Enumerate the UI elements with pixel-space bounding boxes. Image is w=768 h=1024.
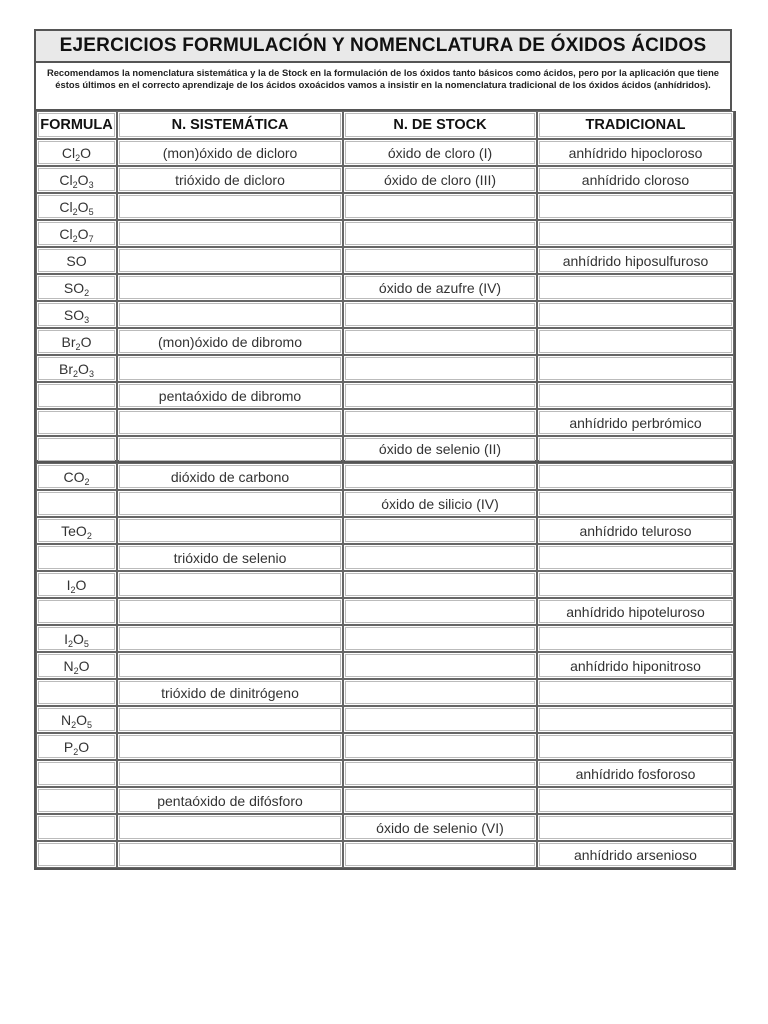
cell-stock <box>343 787 537 814</box>
table-row <box>36 463 734 490</box>
table-body <box>36 139 734 868</box>
cell-tradicional <box>537 544 734 571</box>
cell-sistematica <box>117 436 343 463</box>
header-formula: FORMULA <box>36 111 117 139</box>
cell-formula <box>36 598 117 625</box>
cell-formula: $I_2O_5$ <box>36 625 117 652</box>
table-row <box>36 382 734 409</box>
cell-formula: $Br_2O_3$ <box>36 355 117 382</box>
cell-stock: óxido de silicio (IV) <box>343 490 537 517</box>
cell-tradicional: anhídrido teluroso <box>537 517 734 544</box>
cell-formula <box>36 841 117 868</box>
cell-formula <box>36 382 117 409</box>
table-row <box>36 841 734 868</box>
cell-stock: óxido de selenio (II) <box>343 436 537 463</box>
cell-formula <box>36 490 117 517</box>
cell-formula: $Cl_2O_3$ <box>36 166 117 193</box>
table-row <box>36 598 734 625</box>
cell-formula: TeO$_2$ <box>36 517 117 544</box>
cell-sistematica: dióxido de carbono <box>117 463 343 490</box>
cell-sistematica <box>117 841 343 868</box>
cell-tradicional <box>537 706 734 733</box>
cell-sistematica <box>117 247 343 274</box>
cell-tradicional <box>537 814 734 841</box>
table-row <box>36 166 734 193</box>
cell-sistematica <box>117 220 343 247</box>
cell-tradicional <box>537 733 734 760</box>
cell-stock <box>343 301 537 328</box>
header-tradicional: TRADICIONAL <box>537 111 734 139</box>
cell-stock <box>343 355 537 382</box>
cell-formula: $CO_2$ <box>36 463 117 490</box>
cell-tradicional <box>537 679 734 706</box>
table-row <box>36 220 734 247</box>
cell-stock <box>343 463 537 490</box>
cell-sistematica <box>117 355 343 382</box>
cell-tradicional: anhídrido hipoteluroso <box>537 598 734 625</box>
page-title: EJERCICIOS FORMULACIÓN Y NOMENCLATURA DE ÓXIDOS ÁCIDOS <box>59 35 707 56</box>
cell-stock <box>343 760 537 787</box>
cell-stock <box>343 652 537 679</box>
cell-formula <box>36 679 117 706</box>
cell-sistematica <box>117 598 343 625</box>
cell-tradicional <box>537 274 734 301</box>
cell-tradicional <box>537 355 734 382</box>
cell-sistematica <box>117 652 343 679</box>
table-row <box>36 814 734 841</box>
cell-stock <box>343 220 537 247</box>
cell-formula: $P_2O$ <box>36 733 117 760</box>
table-row <box>36 247 734 274</box>
cell-tradicional <box>537 625 734 652</box>
table-row <box>36 679 734 706</box>
header-stock: N. DE STOCK <box>343 111 537 139</box>
cell-stock <box>343 598 537 625</box>
cell-tradicional <box>537 382 734 409</box>
cell-stock <box>343 841 537 868</box>
cell-stock <box>343 517 537 544</box>
cell-formula: $Cl_2O_5$ <box>36 193 117 220</box>
cell-tradicional <box>537 490 734 517</box>
cell-tradicional <box>537 220 734 247</box>
worksheet <box>34 29 732 870</box>
cell-tradicional: anhídrido hiposulfuroso <box>537 247 734 274</box>
cell-stock <box>343 733 537 760</box>
cell-tradicional: anhídrido cloroso <box>537 166 734 193</box>
oxides-table <box>34 111 736 870</box>
cell-formula <box>36 814 117 841</box>
cell-tradicional <box>537 193 734 220</box>
cell-formula <box>36 436 117 463</box>
cell-formula: $Br_2O$ <box>36 328 117 355</box>
cell-formula <box>36 787 117 814</box>
cell-formula <box>36 409 117 436</box>
cell-stock <box>343 193 537 220</box>
table-row <box>36 301 734 328</box>
cell-sistematica <box>117 490 343 517</box>
cell-stock: óxido de selenio (VI) <box>343 814 537 841</box>
table-row <box>36 571 734 598</box>
table-row <box>36 706 734 733</box>
cell-sistematica <box>117 760 343 787</box>
table-row <box>36 274 734 301</box>
table-row <box>36 625 734 652</box>
cell-sistematica: pentaóxido de difósforo <box>117 787 343 814</box>
cell-sistematica: trióxido de dicloro <box>117 166 343 193</box>
table-row <box>36 409 734 436</box>
cell-tradicional: anhídrido fosforoso <box>537 760 734 787</box>
cell-sistematica: trióxido de dinitrógeno <box>117 679 343 706</box>
cell-tradicional <box>537 463 734 490</box>
cell-sistematica: trióxido de selenio <box>117 544 343 571</box>
cell-tradicional <box>537 328 734 355</box>
cell-stock <box>343 328 537 355</box>
cell-formula <box>36 544 117 571</box>
cell-tradicional <box>537 436 734 463</box>
table-row <box>36 139 734 166</box>
title-box <box>34 29 732 63</box>
table-row <box>36 517 734 544</box>
table-row <box>36 490 734 517</box>
cell-sistematica <box>117 517 343 544</box>
cell-stock <box>343 679 537 706</box>
cell-tradicional <box>537 787 734 814</box>
cell-sistematica: (mon)óxido de dibromo <box>117 328 343 355</box>
cell-sistematica <box>117 814 343 841</box>
table-row <box>36 787 734 814</box>
cell-sistematica <box>117 706 343 733</box>
cell-sistematica <box>117 274 343 301</box>
cell-tradicional: anhídrido arsenioso <box>537 841 734 868</box>
cell-stock <box>343 544 537 571</box>
cell-stock <box>343 409 537 436</box>
cell-stock: óxido de cloro (III) <box>343 166 537 193</box>
cell-tradicional: anhídrido perbrómico <box>537 409 734 436</box>
cell-stock <box>343 706 537 733</box>
table-row <box>36 760 734 787</box>
cell-sistematica <box>117 409 343 436</box>
cell-formula: $Cl_2O$ <box>36 139 117 166</box>
table-row <box>36 193 734 220</box>
intro-paragraph: Recomendamos la nomenclatura sistemática y la de Stock en la formulación de los óxidos tanto básicos como ácidos, pero por la aplicación que tiene éstos últimos en el correcto aprendizaje de los ácidos oxoácidos vamos a insistir en la nomenclatura tradicional de los óxidos ácidos (anhídridos). <box>34 63 732 111</box>
cell-sistematica <box>117 625 343 652</box>
cell-tradicional: anhídrido hipocloroso <box>537 139 734 166</box>
cell-formula: $N_2O_5$ <box>36 706 117 733</box>
cell-formula: $I_2O$ <box>36 571 117 598</box>
cell-stock <box>343 382 537 409</box>
table-row <box>36 733 734 760</box>
cell-sistematica <box>117 571 343 598</box>
cell-formula: SO <box>36 247 117 274</box>
cell-stock <box>343 571 537 598</box>
cell-sistematica <box>117 301 343 328</box>
table-row <box>36 436 734 463</box>
cell-stock: óxido de cloro (I) <box>343 139 537 166</box>
table-row <box>36 652 734 679</box>
cell-formula <box>36 760 117 787</box>
table-row <box>36 355 734 382</box>
cell-sistematica <box>117 193 343 220</box>
cell-tradicional <box>537 301 734 328</box>
cell-stock <box>343 625 537 652</box>
cell-tradicional: anhídrido hiponitroso <box>537 652 734 679</box>
cell-stock: óxido de azufre (IV) <box>343 274 537 301</box>
header-sistematica: N. SISTEMÁTICA <box>117 111 343 139</box>
cell-stock <box>343 247 537 274</box>
cell-formula: $SO_3$ <box>36 301 117 328</box>
cell-sistematica <box>117 733 343 760</box>
cell-sistematica: (mon)óxido de dicloro <box>117 139 343 166</box>
cell-sistematica: pentaóxido de dibromo <box>117 382 343 409</box>
cell-tradicional <box>537 571 734 598</box>
table-row <box>36 544 734 571</box>
header-row <box>36 111 734 139</box>
cell-formula: $N_2O$ <box>36 652 117 679</box>
table-row <box>36 328 734 355</box>
cell-formula: $SO_2$ <box>36 274 117 301</box>
cell-formula: $Cl_2O_7$ <box>36 220 117 247</box>
